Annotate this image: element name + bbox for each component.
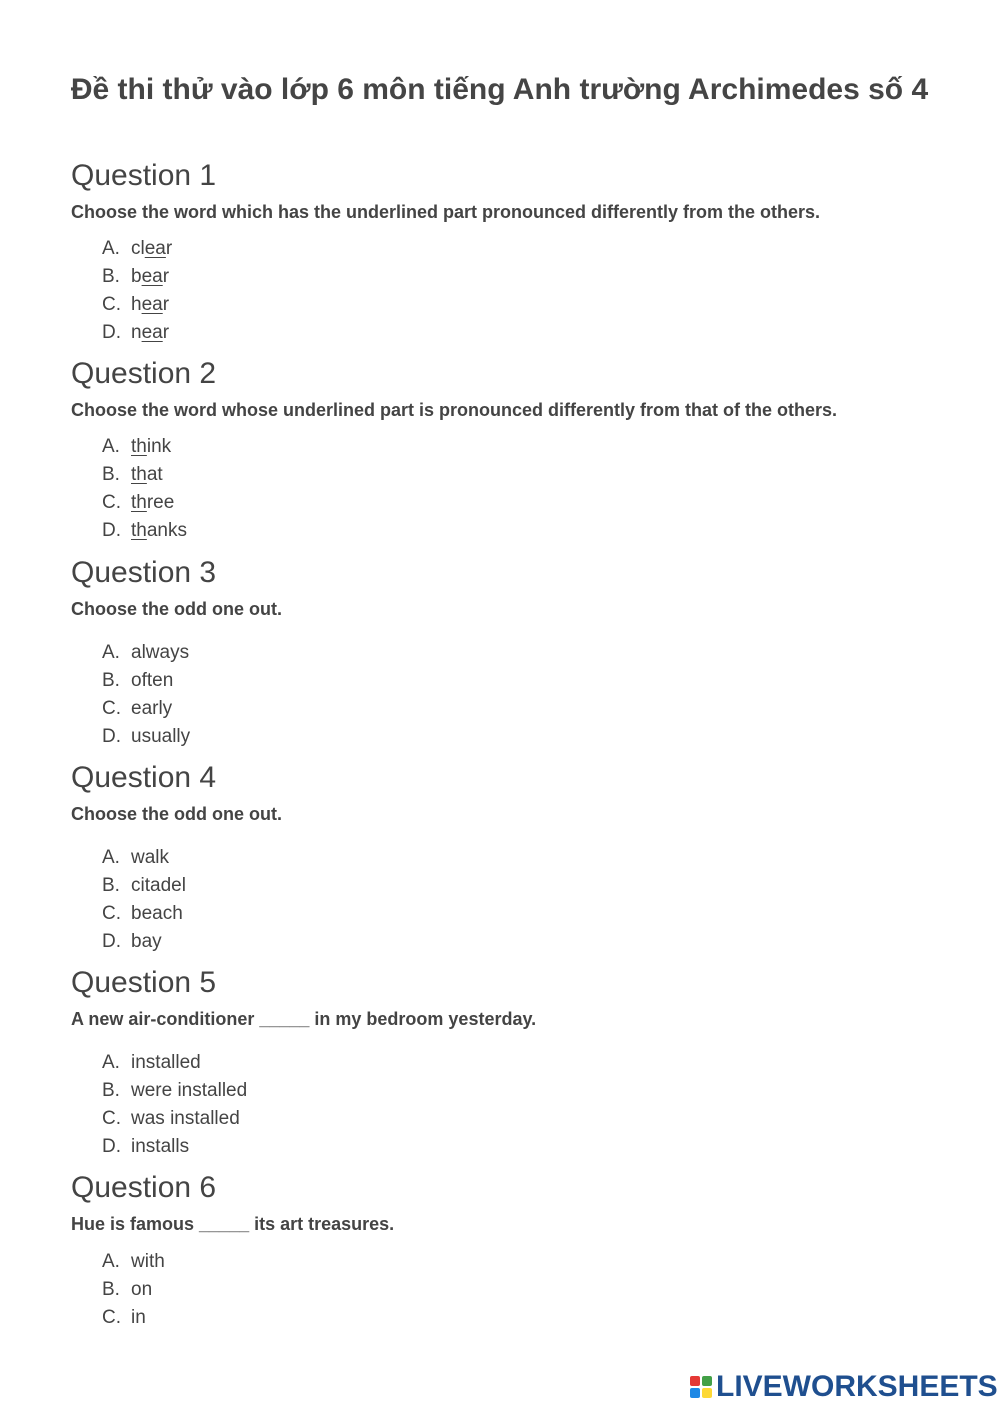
question-prompt: Hue is famous _____ its art treasures. <box>71 1214 395 1234</box>
option-text: were installed <box>131 1080 248 1101</box>
option-c[interactable] <box>102 489 187 517</box>
option-letter: B. <box>102 875 120 896</box>
option-c[interactable] <box>102 1304 165 1332</box>
option-letter: B. <box>102 1080 120 1101</box>
option-text: citadel <box>131 875 186 896</box>
option-text: hear <box>131 294 170 315</box>
option-letter: C. <box>102 294 121 315</box>
option-letter: C. <box>102 1108 121 1129</box>
option-text: think <box>131 436 172 457</box>
options-list <box>102 844 186 956</box>
question-prompt: Choose the word whose underlined part is pronounced differently from that of the others. <box>71 400 838 420</box>
option-text: bay <box>131 931 162 952</box>
option-letter: A. <box>102 847 120 868</box>
logo-square <box>702 1388 712 1398</box>
question-heading: Question 3 <box>71 556 217 589</box>
option-a[interactable] <box>102 844 186 872</box>
option-text: was installed <box>131 1108 240 1129</box>
question-heading: Question 5 <box>71 966 217 999</box>
underlined-part: th <box>131 464 147 485</box>
question-prompt: Choose the odd one out. <box>71 599 282 619</box>
option-letter: B. <box>102 1279 120 1300</box>
option-a[interactable] <box>102 235 172 263</box>
option-letter: D. <box>102 726 121 747</box>
option-letter: C. <box>102 903 121 924</box>
option-letter: B. <box>102 266 120 287</box>
option-text: beach <box>131 903 183 924</box>
question-prompt: Choose the odd one out. <box>71 804 282 824</box>
option-d[interactable] <box>102 517 187 545</box>
option-c[interactable] <box>102 900 186 928</box>
question-heading: Question 1 <box>71 159 217 192</box>
option-letter: A. <box>102 1052 120 1073</box>
question-2 <box>71 356 951 541</box>
option-letter: D. <box>102 322 121 343</box>
question-heading: Question 4 <box>71 761 217 794</box>
option-letter: C. <box>102 698 121 719</box>
option-d[interactable] <box>102 723 190 751</box>
option-text: that <box>131 464 163 485</box>
option-text: clear <box>131 238 173 259</box>
question-heading: Question 2 <box>71 357 217 390</box>
option-c[interactable] <box>102 1105 247 1133</box>
underlined-part: ea <box>144 238 166 259</box>
worksheet-title: Đề thi thử vào lớp 6 môn tiếng Anh trường Archimedes số 4 <box>70 73 929 106</box>
option-text: on <box>131 1279 153 1300</box>
option-a[interactable] <box>102 1049 247 1077</box>
option-text: walk <box>131 847 170 868</box>
option-text: installs <box>131 1136 190 1157</box>
option-letter: A. <box>102 1251 120 1272</box>
option-text: always <box>131 642 190 663</box>
underlined-part: ea <box>141 294 163 315</box>
option-text: with <box>131 1251 165 1272</box>
option-b[interactable] <box>102 872 186 900</box>
option-letter: B. <box>102 464 120 485</box>
option-text: three <box>131 492 175 513</box>
option-b[interactable] <box>102 263 172 291</box>
underlined-part: th <box>131 436 147 457</box>
option-letter: D. <box>102 1136 121 1157</box>
option-text: often <box>131 670 174 691</box>
option-a[interactable] <box>102 1248 165 1276</box>
options-list <box>102 235 172 347</box>
option-text: usually <box>131 726 191 747</box>
option-letter: C. <box>102 492 121 513</box>
option-letter: A. <box>102 436 120 457</box>
option-letter: D. <box>102 931 121 952</box>
logo-square <box>690 1388 700 1398</box>
options-list <box>102 1049 247 1161</box>
option-c[interactable] <box>102 291 172 319</box>
option-b[interactable] <box>102 667 190 695</box>
options-list <box>102 639 190 751</box>
option-b[interactable] <box>102 461 187 489</box>
option-d[interactable] <box>102 1133 247 1161</box>
underlined-part: ea <box>141 266 163 287</box>
option-letter: B. <box>102 670 120 691</box>
question-prompt: Choose the word which has the underlined part pronounced differently from the others. <box>71 202 821 222</box>
question-4 <box>71 760 951 952</box>
logo-mark-icon <box>690 1376 712 1398</box>
option-a[interactable] <box>102 639 190 667</box>
question-3 <box>71 555 951 747</box>
option-letter: D. <box>102 520 121 541</box>
option-text: thanks <box>131 520 187 541</box>
options-list <box>102 1248 165 1332</box>
option-text: installed <box>131 1052 201 1073</box>
logo-square <box>690 1376 700 1386</box>
question-5 <box>71 965 951 1157</box>
options-list <box>102 433 187 545</box>
option-a[interactable] <box>102 433 187 461</box>
option-letter: A. <box>102 642 120 663</box>
option-b[interactable] <box>102 1276 165 1304</box>
option-text: early <box>131 698 173 719</box>
logo-square <box>702 1376 712 1386</box>
underlined-part: ea <box>141 322 163 343</box>
question-heading: Question 6 <box>71 1171 217 1204</box>
option-b[interactable] <box>102 1077 247 1105</box>
option-text: near <box>131 322 170 343</box>
option-d[interactable] <box>102 928 186 956</box>
option-c[interactable] <box>102 695 190 723</box>
question-6 <box>71 1170 951 1328</box>
option-d[interactable] <box>102 319 172 347</box>
option-letter: A. <box>102 238 120 259</box>
liveworksheets-logo[interactable] <box>690 1370 998 1404</box>
option-text: bear <box>131 266 170 287</box>
underlined-part: th <box>131 492 147 513</box>
question-prompt: A new air-conditioner _____ in my bedroom yesterday. <box>71 1009 537 1029</box>
option-letter: C. <box>102 1307 121 1328</box>
logo-text: LIVEWORKSHEETS <box>716 1370 998 1403</box>
option-text: in <box>131 1307 146 1328</box>
question-1 <box>71 158 951 343</box>
underlined-part: th <box>131 520 147 541</box>
